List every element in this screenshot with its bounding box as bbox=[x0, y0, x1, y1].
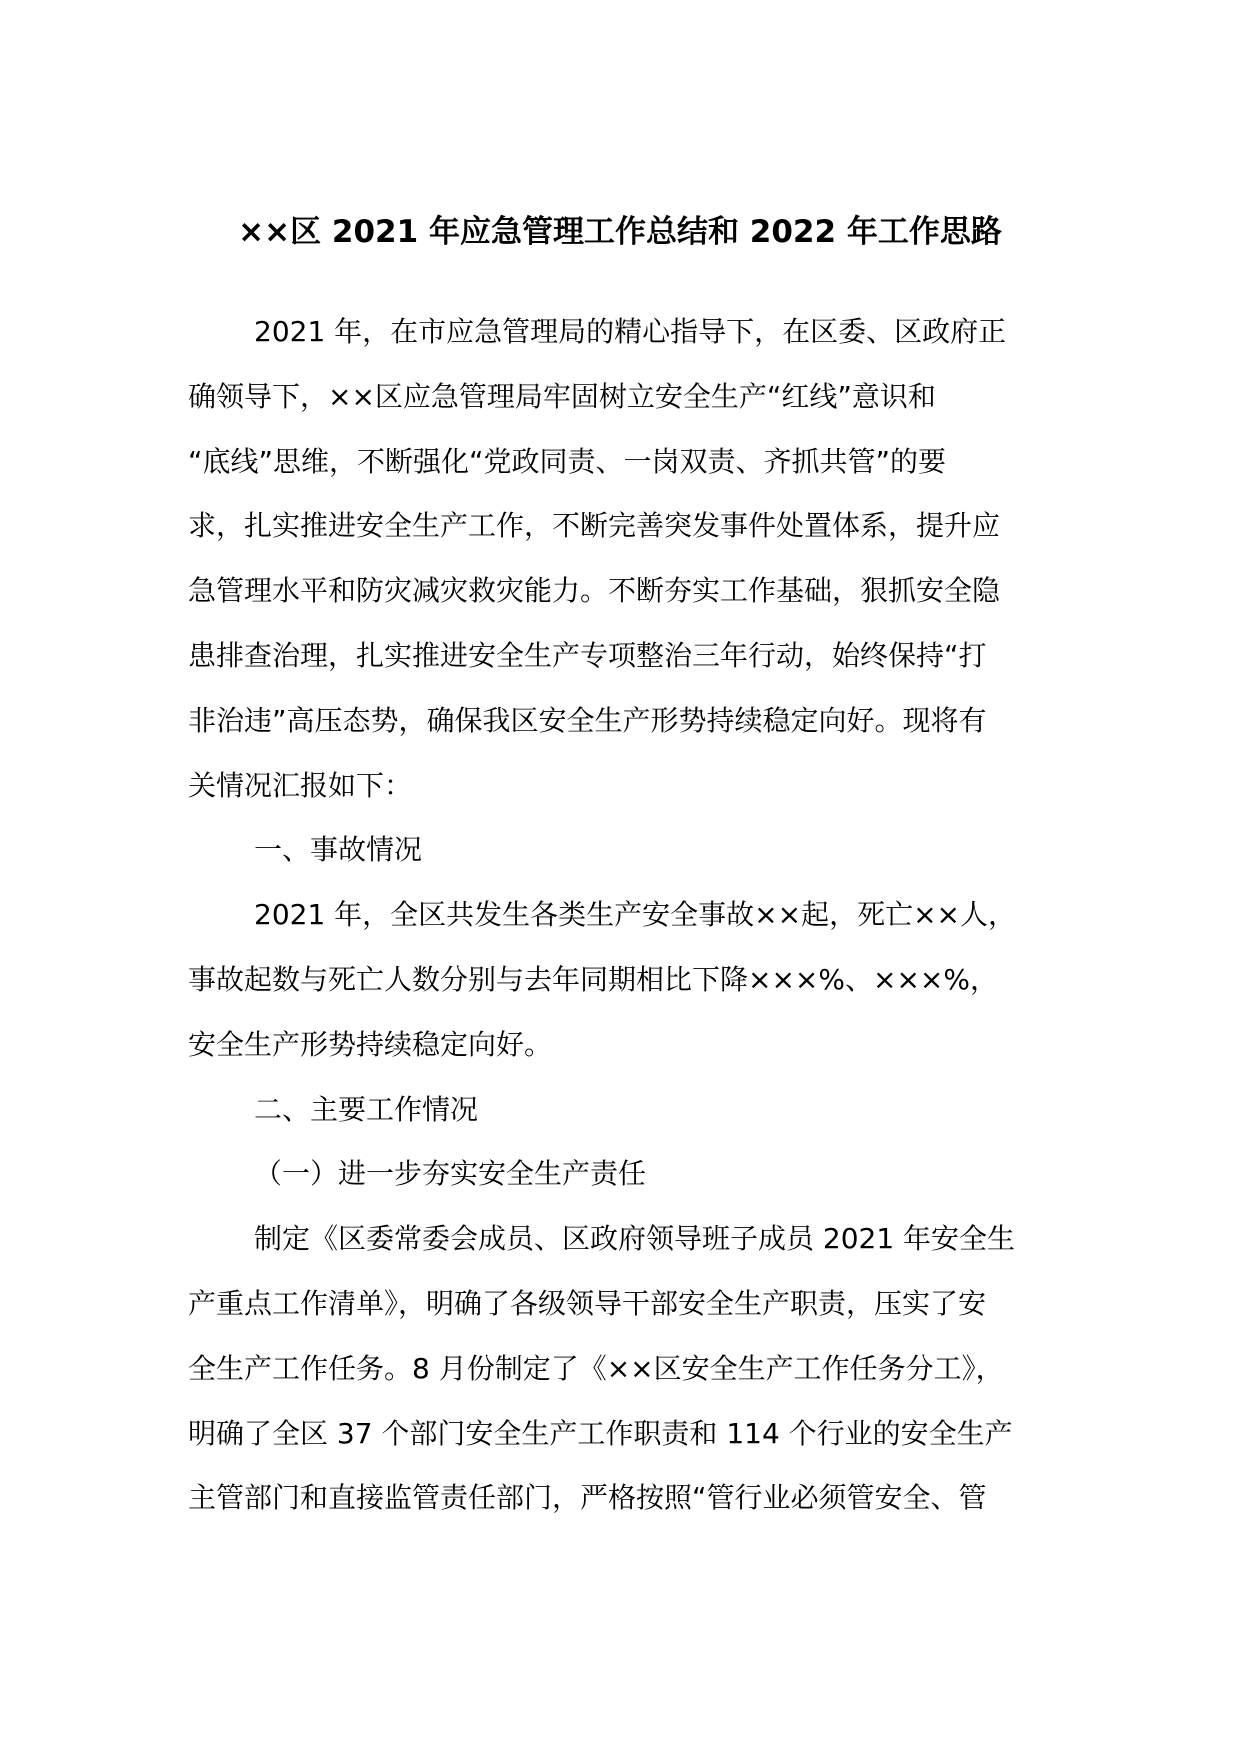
text-line: 安全生产形势持续稳定向好。 bbox=[188, 1027, 553, 1061]
text-line: 二、主要工作情况 bbox=[254, 1092, 479, 1126]
text-line: 患排查治理，扎实推进安全生产专项整治三年行动，始终保持“打 bbox=[188, 638, 987, 672]
document-title: ××区 2021 年应急管理工作总结和 2022 年工作思路 bbox=[238, 214, 1002, 250]
text-line: “底线”思维，不断强化“党政同责、一岗双责、齐抓共管”的要 bbox=[188, 444, 947, 478]
text-line: 主管部门和直接监管责任部门，严格按照“管行业必须管安全、管 bbox=[188, 1481, 987, 1515]
text-line: 制定《区委常委会成员、区政府领导班子成员 2021 年安全生 bbox=[254, 1222, 1016, 1256]
text-line: 明确了全区 37 个部门安全生产工作职责和 114 个行业的安全生产 bbox=[188, 1416, 1013, 1450]
text-line: 确领导下，××区应急管理局牢固树立安全生产“红线”意识和 bbox=[188, 379, 936, 413]
text-line: 2021 年，在市应急管理局的精心指导下，在区委、区政府正 bbox=[254, 315, 1007, 348]
text-line: 一、事故情况 bbox=[254, 833, 423, 867]
text-line: 关情况汇报如下： bbox=[188, 768, 413, 802]
text-line: 产重点工作清单》，明确了各级领导干部安全生产职责，压实了安 bbox=[188, 1286, 987, 1320]
text-line: 非治违”高压态势，确保我区安全生产形势持续稳定向好。现将有 bbox=[188, 703, 987, 737]
document-body bbox=[188, 300, 1050, 1531]
text-line: 急管理水平和防灾减灾救灾能力。不断夯实工作基础，狠抓安全隐 bbox=[188, 574, 1001, 608]
text-line: 事故起数与死亡人数分别与去年同期相比下降×××%、×××%， bbox=[188, 962, 998, 996]
text-line: （一）进一步夯实安全生产责任 bbox=[254, 1157, 647, 1191]
text-line: 求，扎实推进安全生产工作，不断完善突发事件处置体系，提升应 bbox=[188, 509, 1001, 543]
text-line: 2021 年，全区共发生各类生产安全事故××起，死亡××人， bbox=[254, 898, 1017, 932]
text-line: 全生产工作任务。8 月份制定了《××区安全生产工作任务分工》， bbox=[188, 1351, 1004, 1385]
